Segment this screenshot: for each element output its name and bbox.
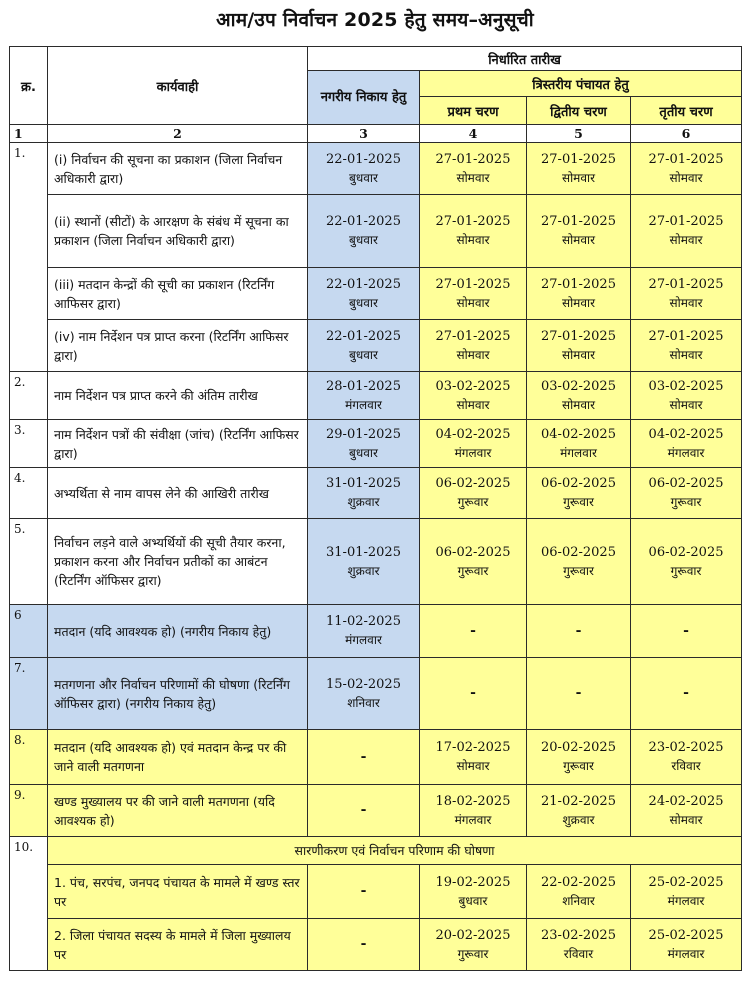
weekday-value: सोमवार bbox=[456, 347, 490, 362]
weekday-value: गुरूवार bbox=[670, 563, 702, 578]
urban-date-cell bbox=[308, 785, 420, 837]
date-value: 27-01-2025 bbox=[435, 276, 511, 292]
date-value: 27-01-2025 bbox=[648, 151, 724, 167]
phase2-date-cell bbox=[527, 730, 631, 785]
date-value: 04-02-2025 bbox=[648, 426, 724, 442]
date-value: 27-01-2025 bbox=[541, 214, 616, 229]
date-value: 22-01-2025 bbox=[326, 276, 401, 292]
phase3-date-cell bbox=[631, 320, 742, 372]
weekday-value: सोमवार bbox=[456, 170, 490, 185]
phase2-date-cell bbox=[527, 919, 631, 971]
phase3-date-cell bbox=[631, 143, 742, 195]
weekday-value: गुरूवार bbox=[457, 495, 489, 509]
phase1-date-cell bbox=[420, 420, 527, 468]
phase1-date-cell bbox=[420, 195, 527, 268]
header-phase2: द्वितीय चरण bbox=[527, 97, 631, 125]
date-value: 18-02-2025 bbox=[435, 793, 511, 809]
phase1-date-cell bbox=[420, 320, 527, 372]
weekday-value: मंगलवार bbox=[454, 445, 492, 460]
schedule-row bbox=[10, 730, 742, 785]
urban-date-cell bbox=[308, 519, 420, 605]
date-value: 27-01-2025 bbox=[541, 328, 616, 344]
column-number: 1 bbox=[10, 125, 48, 143]
serial-cell: 10. bbox=[10, 837, 48, 971]
weekday-value: शुक्रवार bbox=[347, 563, 380, 578]
date-value: 04-02-2025 bbox=[435, 426, 511, 442]
phase2-date-cell bbox=[527, 320, 631, 372]
action-cell: (iv) नाम निर्देशन पत्र प्राप्त करना (रिटर्निंग आफिसर द्वारा) bbox=[48, 320, 308, 372]
serial-cell: 7. bbox=[10, 658, 48, 730]
schedule-subrow bbox=[10, 865, 742, 919]
phase2-date-cell bbox=[527, 605, 631, 658]
date-value: 27-01-2025 bbox=[435, 214, 511, 229]
date-value: 21-02-2025 bbox=[541, 793, 616, 809]
phase3-date-cell bbox=[631, 268, 742, 320]
weekday-value: मंगलवार bbox=[345, 397, 382, 412]
schedule-row bbox=[10, 658, 742, 730]
phase1-date-cell bbox=[420, 268, 527, 320]
urban-date-cell bbox=[308, 372, 420, 420]
urban-date-cell bbox=[308, 268, 420, 320]
serial-cell: 5. bbox=[10, 519, 48, 605]
date-value: 03-02-2025 bbox=[541, 378, 616, 394]
date-value: 11-02-2025 bbox=[326, 614, 401, 629]
empty-dash: - bbox=[360, 936, 367, 952]
schedule-row bbox=[10, 143, 742, 195]
weekday-value: सोमवार bbox=[561, 397, 596, 412]
date-value: 15-02-2025 bbox=[326, 676, 401, 692]
header-sr: क्र. bbox=[10, 47, 48, 125]
empty-dash: - bbox=[683, 622, 689, 639]
phase3-date-cell bbox=[631, 658, 742, 730]
empty-dash: - bbox=[360, 802, 367, 818]
weekday-value: बुधवार bbox=[349, 170, 378, 185]
empty-dash: - bbox=[575, 685, 582, 701]
urban-date-cell bbox=[308, 658, 420, 730]
phase1-date-cell bbox=[420, 372, 527, 420]
urban-date-cell bbox=[308, 605, 420, 658]
weekday-value: बुधवार bbox=[458, 893, 488, 908]
empty-dash: - bbox=[360, 748, 367, 765]
action-cell: अभ्यर्थिता से नाम वापस लेने की आखिरी तारीख bbox=[48, 468, 308, 519]
date-value: 23-02-2025 bbox=[541, 927, 616, 943]
date-value: 25-02-2025 bbox=[648, 927, 724, 943]
action-cell: 1. पंच, सरपंच, जनपद पंचायत के मामले में खण्ड स्तर पर bbox=[48, 865, 308, 919]
date-value: 17-02-2025 bbox=[435, 740, 511, 755]
action-cell: (i) निर्वाचन की सूचना का प्रकाशन (जिला निर्वाचन अधिकारी द्वारा) bbox=[48, 143, 308, 195]
action-cell: खण्ड मुख्यालय पर की जाने वाली मतगणना (यदि आवश्यक हो) bbox=[48, 785, 308, 837]
phase3-date-cell bbox=[631, 919, 742, 971]
weekday-value: सोमवार bbox=[669, 170, 703, 185]
serial-cell: 4. bbox=[10, 468, 48, 519]
weekday-value: सोमवार bbox=[456, 759, 490, 773]
date-value: 04-02-2025 bbox=[541, 426, 616, 442]
date-value: 20-02-2025 bbox=[435, 927, 511, 943]
urban-date-cell bbox=[308, 468, 420, 519]
weekday-value: सोमवार bbox=[561, 170, 596, 185]
weekday-value: मंगलवार bbox=[560, 445, 597, 460]
weekday-value: रविवार bbox=[671, 759, 701, 773]
header-action: कार्यवाही bbox=[48, 47, 308, 125]
weekday-value: सोमवार bbox=[669, 233, 703, 247]
action-cell: मतदान (यदि आवश्यक हो) (नगरीय निकाय हेतु) bbox=[48, 605, 308, 658]
phase1-date-cell bbox=[420, 519, 527, 605]
weekday-value: सोमवार bbox=[561, 295, 596, 310]
weekday-value: मंगलवार bbox=[667, 445, 705, 460]
serial-cell: 1. bbox=[10, 143, 48, 372]
serial-cell: 9. bbox=[10, 785, 48, 837]
date-value: 03-02-2025 bbox=[435, 378, 511, 394]
date-value: 27-01-2025 bbox=[435, 328, 511, 344]
phase1-date-cell bbox=[420, 919, 527, 971]
action-cell: मतगणना और निर्वाचन परिणामों की घोषणा (रिटर्निंग ऑफिसर द्वारा) (नगरीय निकाय हेतु) bbox=[48, 658, 308, 730]
action-cell: मतदान (यदि आवश्यक हो) एवं मतदान केन्द्र पर की जाने वाली मतगणना bbox=[48, 730, 308, 785]
weekday-value: बुधवार bbox=[349, 295, 378, 310]
schedule-row bbox=[10, 372, 742, 420]
weekday-value: गुरूवार bbox=[563, 759, 594, 773]
date-value: 27-01-2025 bbox=[541, 276, 616, 292]
phase2-date-cell bbox=[527, 865, 631, 919]
weekday-value: गुरूवार bbox=[670, 495, 702, 509]
header-phase1: प्रथम चरण bbox=[420, 97, 527, 125]
schedule-row bbox=[10, 519, 742, 605]
date-value: 06-02-2025 bbox=[648, 544, 724, 560]
date-value: 06-02-2025 bbox=[435, 544, 511, 560]
phase2-date-cell bbox=[527, 468, 631, 519]
phase3-date-cell bbox=[631, 730, 742, 785]
weekday-value: रविवार bbox=[563, 946, 594, 961]
weekday-value: सोमवार bbox=[669, 397, 703, 412]
schedule-row bbox=[10, 320, 742, 372]
schedule-row bbox=[10, 785, 742, 837]
phase3-date-cell bbox=[631, 372, 742, 420]
schedule-row bbox=[10, 605, 742, 658]
weekday-value: शनिवार bbox=[347, 695, 380, 710]
date-value: 23-02-2025 bbox=[648, 740, 724, 755]
column-number-row bbox=[10, 125, 742, 143]
date-value: 22-01-2025 bbox=[326, 328, 401, 344]
phase2-date-cell bbox=[527, 195, 631, 268]
urban-date-cell bbox=[308, 195, 420, 268]
date-value: 22-02-2025 bbox=[541, 874, 616, 890]
weekday-value: बुधवार bbox=[349, 347, 378, 362]
phase2-date-cell bbox=[527, 143, 631, 195]
date-value: 24-02-2025 bbox=[648, 793, 724, 809]
urban-date-cell bbox=[308, 143, 420, 195]
phase1-date-cell bbox=[420, 468, 527, 519]
empty-dash: - bbox=[470, 622, 476, 639]
weekday-value: मंगलवार bbox=[454, 812, 492, 827]
action-cell: निर्वाचन लड़ने वाले अभ्यर्थियों की सूची तैयार करना, प्रकाशन करना और निर्वाचन प्रतीकों का आबंटन (रिटर्निंग ऑफिसर द्वारा) bbox=[48, 519, 308, 605]
serial-cell: 8. bbox=[10, 730, 48, 785]
action-cell: नाम निर्देशन पत्र प्राप्त करने की अंतिम तारीख bbox=[48, 372, 308, 420]
phase2-date-cell bbox=[527, 268, 631, 320]
date-value: 27-01-2025 bbox=[435, 151, 511, 167]
phase3-date-cell bbox=[631, 195, 742, 268]
weekday-value: सोमवार bbox=[456, 233, 490, 247]
weekday-value: मंगलवार bbox=[667, 946, 705, 961]
column-number: 2 bbox=[48, 125, 308, 143]
phase3-date-cell bbox=[631, 519, 742, 605]
weekday-value: सोमवार bbox=[669, 347, 703, 362]
phase1-date-cell bbox=[420, 658, 527, 730]
header-urban: नगरीय निकाय हेतु bbox=[308, 71, 420, 125]
column-number: 4 bbox=[420, 125, 527, 143]
phase2-date-cell bbox=[527, 785, 631, 837]
phase3-date-cell bbox=[631, 865, 742, 919]
phase1-date-cell bbox=[420, 785, 527, 837]
phase3-date-cell bbox=[631, 468, 742, 519]
weekday-value: शुक्रवार bbox=[347, 495, 380, 509]
empty-dash: - bbox=[683, 685, 689, 701]
section-heading: सारणीकरण एवं निर्वाचन परिणाम की घोषणा bbox=[48, 837, 742, 865]
urban-date-cell bbox=[308, 730, 420, 785]
action-cell: 2. जिला पंचायत सदस्य के मामले में जिला मुख्यालय पर bbox=[48, 919, 308, 971]
weekday-value: गुरूवार bbox=[457, 563, 489, 578]
date-value: 22-01-2025 bbox=[326, 214, 401, 229]
phase3-date-cell bbox=[631, 420, 742, 468]
weekday-value: गुरूवार bbox=[563, 563, 594, 578]
weekday-value: मंगलवार bbox=[667, 893, 705, 908]
phase2-date-cell bbox=[527, 658, 631, 730]
phase1-date-cell bbox=[420, 143, 527, 195]
weekday-value: सोमवार bbox=[669, 812, 703, 827]
urban-date-cell bbox=[308, 320, 420, 372]
header-panchayat: त्रिस्तरीय पंचायत हेतु bbox=[420, 71, 742, 97]
date-value: 06-02-2025 bbox=[435, 476, 511, 491]
phase3-date-cell bbox=[631, 605, 742, 658]
date-value: 06-02-2025 bbox=[648, 476, 724, 491]
urban-date-cell bbox=[308, 919, 420, 971]
weekday-value: बुधवार bbox=[349, 233, 378, 247]
column-number: 3 bbox=[308, 125, 420, 143]
date-value: 27-01-2025 bbox=[648, 214, 724, 229]
date-value: 19-02-2025 bbox=[435, 874, 511, 890]
serial-cell: 2. bbox=[10, 372, 48, 420]
urban-date-cell bbox=[308, 865, 420, 919]
schedule-subrow bbox=[10, 919, 742, 971]
phase1-date-cell bbox=[420, 605, 527, 658]
column-number: 5 bbox=[527, 125, 631, 143]
weekday-value: गुरूवार bbox=[563, 495, 594, 509]
weekday-value: सोमवार bbox=[456, 397, 490, 412]
weekday-value: गुरूवार bbox=[457, 946, 489, 961]
weekday-value: सोमवार bbox=[561, 233, 596, 247]
phase2-date-cell bbox=[527, 420, 631, 468]
date-value: 22-01-2025 bbox=[326, 151, 401, 167]
weekday-value: शनिवार bbox=[562, 893, 595, 908]
phase3-date-cell bbox=[631, 785, 742, 837]
date-value: 29-01-2025 bbox=[326, 426, 401, 442]
weekday-value: बुधवार bbox=[349, 445, 378, 460]
schedule-row bbox=[10, 837, 742, 865]
schedule-row bbox=[10, 420, 742, 468]
schedule-row bbox=[10, 468, 742, 519]
phase2-date-cell bbox=[527, 372, 631, 420]
date-value: 06-02-2025 bbox=[541, 476, 616, 491]
date-value: 27-01-2025 bbox=[648, 328, 724, 344]
header-phase3: तृतीय चरण bbox=[631, 97, 742, 125]
weekday-value: शुक्रवार bbox=[562, 812, 595, 827]
weekday-value: सोमवार bbox=[456, 295, 490, 310]
page-title: आम/उप निर्वाचन 2025 हेतु समय–अनुसूची bbox=[216, 9, 534, 31]
date-value: 31-01-2025 bbox=[326, 476, 401, 491]
phase1-date-cell bbox=[420, 730, 527, 785]
empty-dash: - bbox=[575, 622, 582, 639]
serial-cell: 6 bbox=[10, 605, 48, 658]
phase1-date-cell bbox=[420, 865, 527, 919]
empty-dash: - bbox=[470, 685, 476, 701]
weekday-value: मंगलवार bbox=[345, 633, 382, 647]
phase2-date-cell bbox=[527, 519, 631, 605]
schedule-table bbox=[9, 46, 742, 971]
serial-cell: 3. bbox=[10, 420, 48, 468]
action-cell: नाम निर्देशन पत्रों की संवीक्षा (जांच) (रिटर्निंग आफिसर द्वारा) bbox=[48, 420, 308, 468]
date-value: 27-01-2025 bbox=[541, 151, 616, 167]
header-fixed-dates: निर्धारित तारीख bbox=[308, 47, 742, 71]
action-cell: (iii) मतदान केन्द्रों की सूची का प्रकाशन (रिटर्निंग आफिसर द्वारा) bbox=[48, 268, 308, 320]
date-value: 31-01-2025 bbox=[326, 544, 401, 560]
empty-dash: - bbox=[360, 883, 367, 899]
column-number: 6 bbox=[631, 125, 742, 143]
date-value: 20-02-2025 bbox=[541, 740, 616, 755]
schedule-row bbox=[10, 195, 742, 268]
weekday-value: सोमवार bbox=[561, 347, 596, 362]
date-value: 03-02-2025 bbox=[648, 378, 724, 394]
schedule-row bbox=[10, 268, 742, 320]
action-cell: (ii) स्थानों (सीटों) के आरक्षण के संबंध में सूचना का प्रकाशन (जिला निर्वाचन अधिकारी द्वारा) bbox=[48, 195, 308, 268]
date-value: 25-02-2025 bbox=[648, 874, 724, 890]
weekday-value: सोमवार bbox=[669, 295, 703, 310]
date-value: 06-02-2025 bbox=[541, 544, 616, 560]
date-value: 27-01-2025 bbox=[648, 276, 724, 292]
date-value: 28-01-2025 bbox=[326, 378, 401, 394]
urban-date-cell bbox=[308, 420, 420, 468]
